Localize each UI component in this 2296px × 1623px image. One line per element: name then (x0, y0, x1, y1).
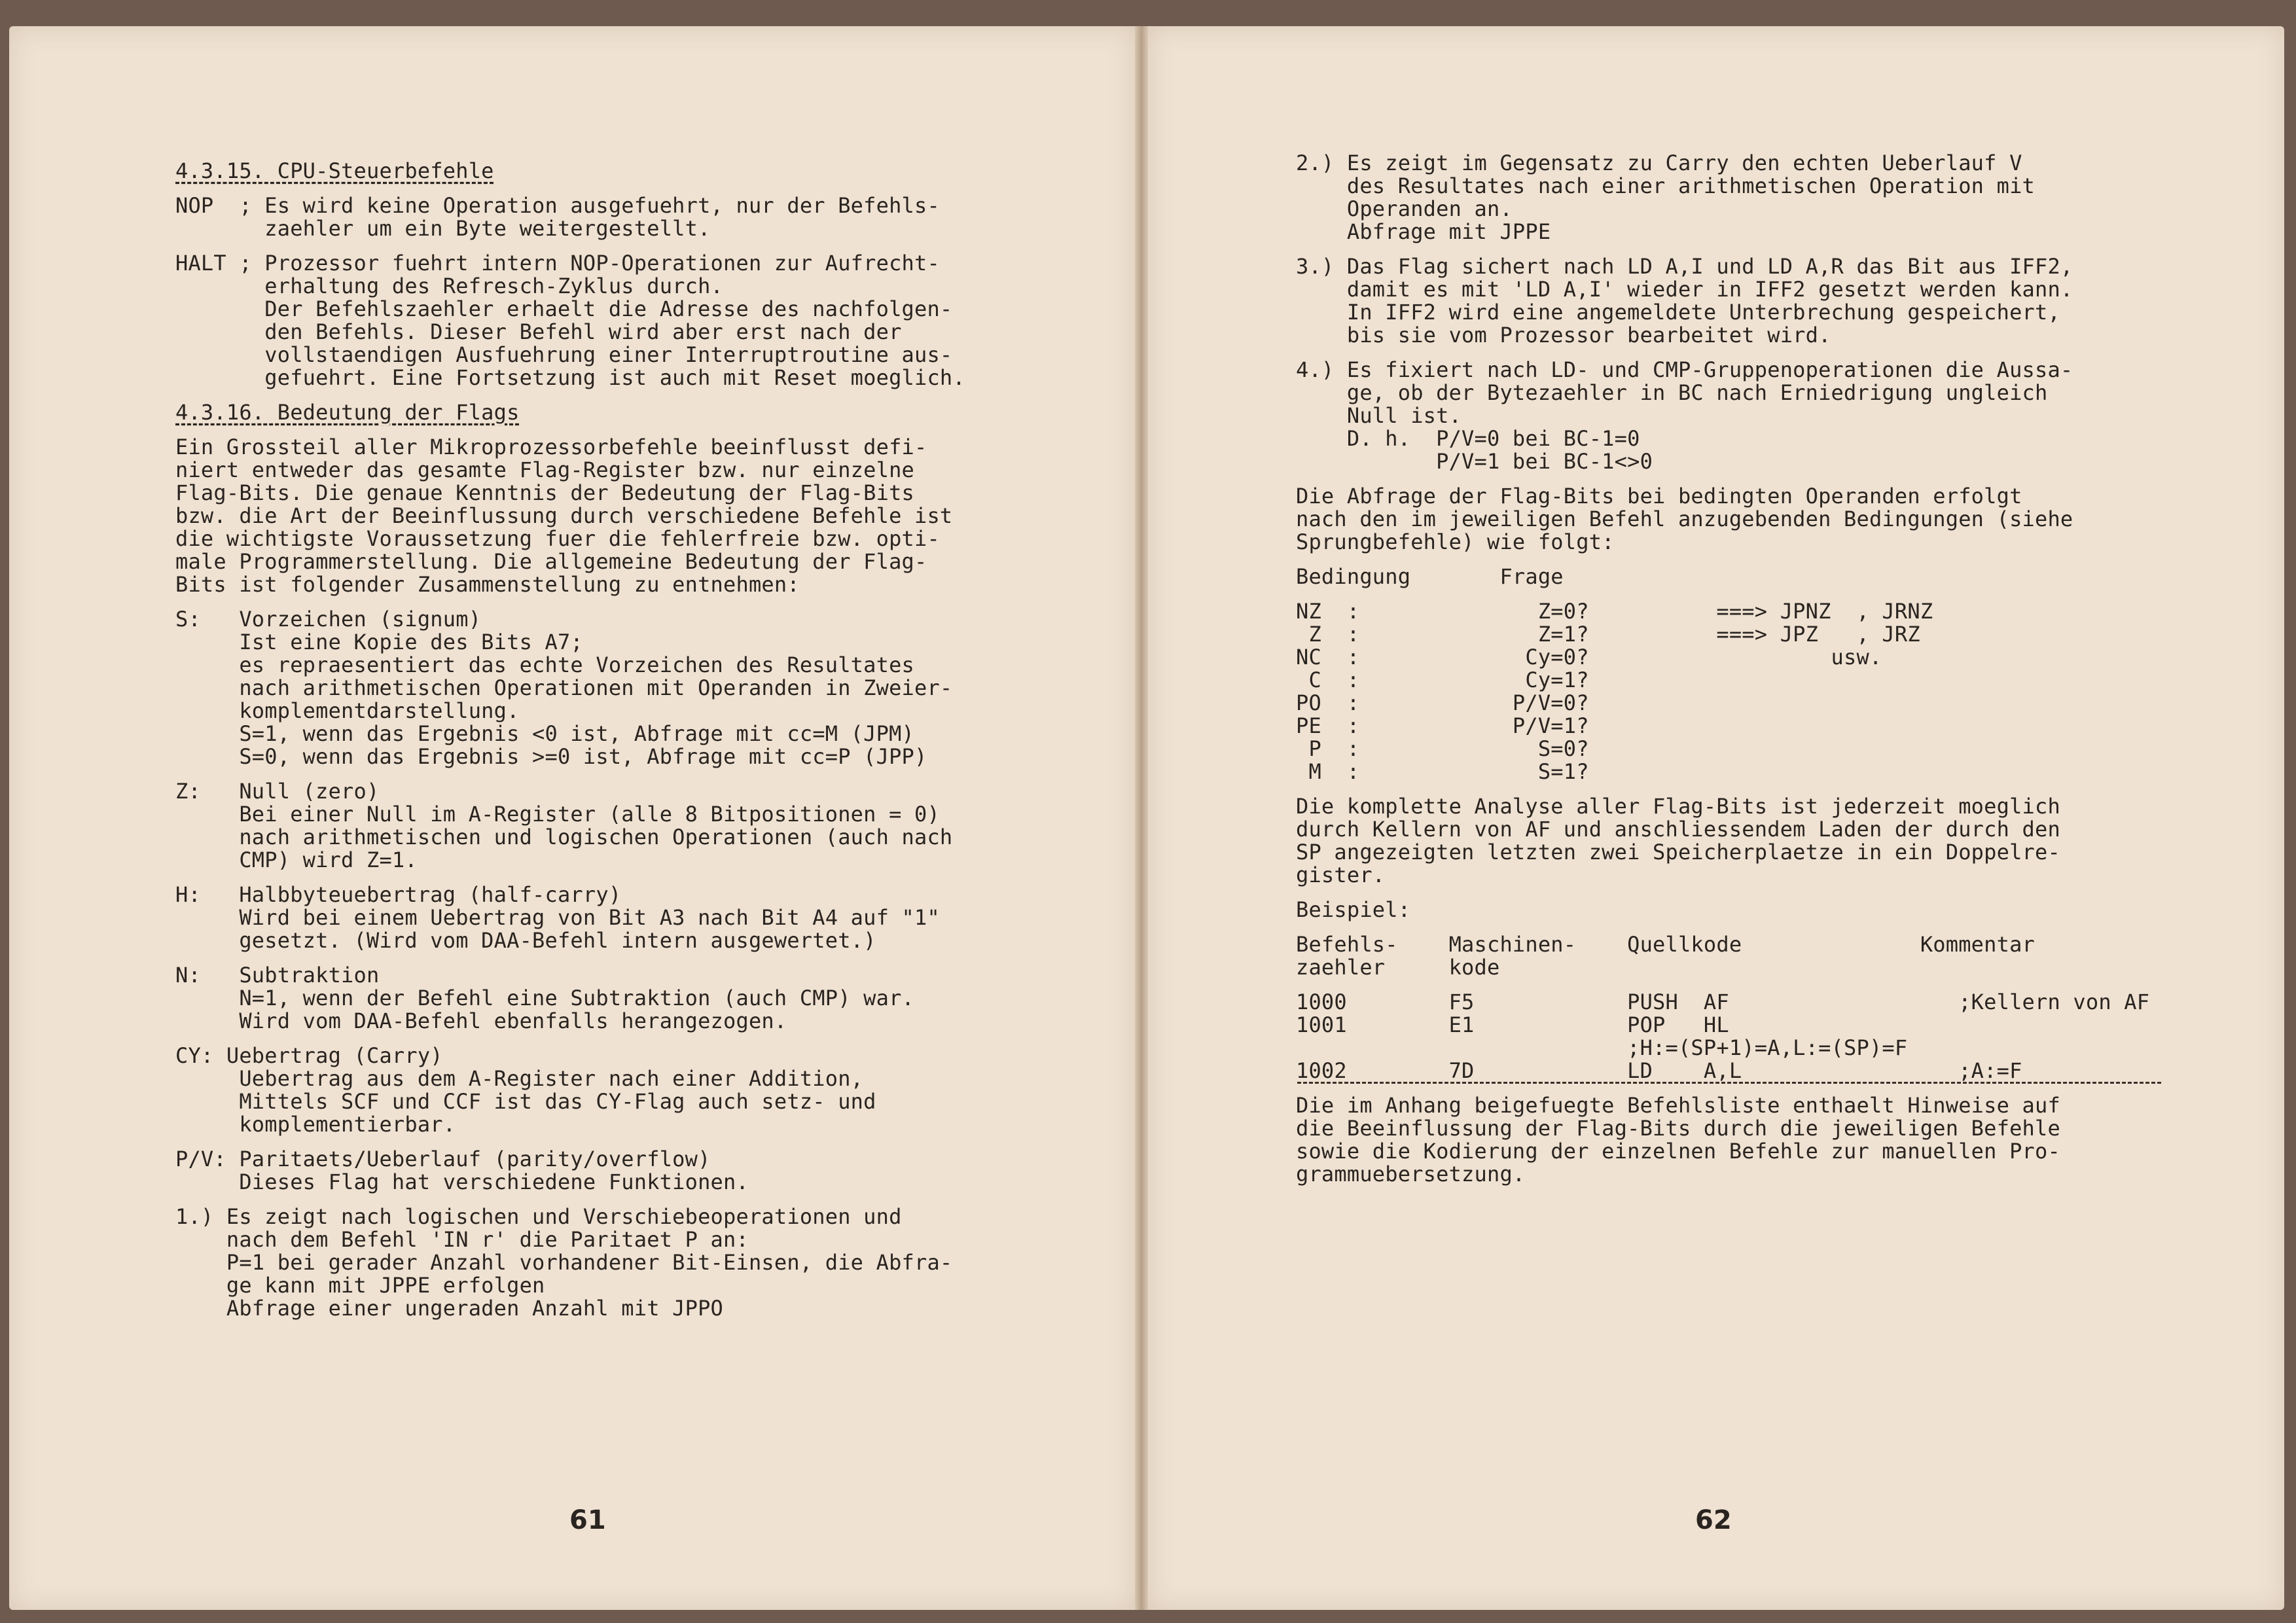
left-text-line: CY: Uebertrag (Carry) (175, 1043, 443, 1068)
left-text-line: die wichtigste Voraussetzung fuer die fehlerfreie bzw. opti- (175, 526, 940, 551)
right-text-line: 2.) Es zeigt im Gegensatz zu Carry den echten Ueberlauf V (1296, 151, 2022, 175)
right-text-line: Operanden an. (1296, 196, 1513, 221)
left-text-line: zaehler um ein Byte weitergestellt. (175, 216, 711, 241)
left-page-text (175, 160, 965, 1320)
right-text-line: 1000 F5 PUSH AF ;Kellern von AF (1296, 990, 2150, 1014)
left-text-line: Bits ist folgender Zusammenstellung zu entnehmen: (175, 572, 800, 597)
left-text-line: gesetzt. (Wird vom DAA-Befehl intern ausgewertet.) (175, 928, 876, 953)
right-text-line: sowie die Kodierung der einzelnen Befehle zur manuellen Pro- (1296, 1139, 2060, 1164)
page-number-right: 62 (1695, 1505, 1732, 1535)
left-text-line: H: Halbbyteuebertrag (half-carry) (175, 882, 622, 907)
left-text-line: S=0, wenn das Ergebnis >=0 ist, Abfrage mit cc=P (JPP) (175, 744, 927, 769)
left-text-line: Z: Null (zero) (175, 779, 380, 804)
left-text-line: Ist eine Kopie des Bits A7; (175, 630, 583, 654)
right-text-line: PE : P/V=1? (1296, 713, 1589, 738)
right-text-line: grammuebersetzung. (1296, 1162, 1526, 1186)
right-text-line: gister. (1296, 863, 1386, 887)
left-text-line: Uebertrag aus dem A-Register nach einer Addition, (175, 1066, 864, 1091)
right-text-line: Die Abfrage der Flag-Bits bei bedingten Operanden erfolgt (1296, 484, 2022, 508)
left-text-line: vollstaendigen Ausfuehrung einer Interruptroutine aus- (175, 342, 953, 367)
right-text-line: 3.) Das Flag sichert nach LD A,I und LD A,R das Bit aus IFF2, (1296, 254, 2073, 279)
right-text-line: 1002 7D LD A,L ;A:=F (1296, 1058, 2022, 1083)
right-text-line: SP angezeigten letzten zwei Speicherplaetze in ein Doppelre- (1296, 840, 2060, 865)
right-text-line: des Resultates nach einer arithmetischen Operation mit (1296, 173, 2036, 198)
right-page-text (1296, 152, 2149, 1186)
left-text-line: 4.3.16. Bedeutung der Flags (175, 400, 520, 425)
right-text-line: bis sie vom Prozessor bearbeitet wird. (1296, 323, 1831, 348)
right-text-line: D. h. P/V=0 bei BC-1=0 (1296, 426, 1640, 451)
left-text-line: Der Befehlszaehler erhaelt die Adresse des nachfolgen- (175, 296, 953, 321)
left-text-line: komplementierbar. (175, 1112, 456, 1137)
left-text-line: 1.) Es zeigt nach logischen und Verschiebeoperationen und (175, 1204, 902, 1229)
right-text-line: PO : P/V=0? (1296, 690, 1589, 715)
left-text-line: komplementdarstellung. (175, 698, 520, 723)
left-text-line: N=1, wenn der Befehl eine Subtraktion (auch CMP) war. (175, 986, 915, 1010)
right-text-line: durch Kellern von AF und anschliessendem Laden der durch den (1296, 817, 2060, 842)
right-text-line: 4.) Es fixiert nach LD- und CMP-Gruppenoperationen die Aussa- (1296, 357, 2073, 382)
table-header-rule (1297, 1082, 2161, 1084)
left-text-line: P=1 bei gerader Anzahl vorhandener Bit-Einsen, die Abfra- (175, 1250, 953, 1275)
right-text-line: zaehler kode (1296, 955, 1500, 980)
left-text-line: S: Vorzeichen (signum) (175, 607, 482, 632)
left-text-line: Ein Grossteil aller Mikroprozessorbefehle beeinflusst defi- (175, 435, 927, 459)
right-text-line: die Beeinflussung der Flag-Bits durch die jeweiligen Befehle (1296, 1116, 2060, 1141)
left-text-line: nach arithmetischen Operationen mit Operanden in Zweier- (175, 675, 953, 700)
right-text-line: Z : Z=1? ===> JPZ , JRZ (1296, 622, 1920, 647)
left-text-line: Flag-Bits. Die genaue Kenntnis der Bedeutung der Flag-Bits (175, 480, 915, 505)
left-text-line: Wird bei einem Uebertrag von Bit A3 nach Bit A4 auf "1" (175, 905, 940, 930)
right-text-line: M : S=1? (1296, 759, 1589, 784)
left-text-line: 4.3.15. CPU-Steuerbefehle (175, 158, 494, 183)
right-text-line: ;H:=(SP+1)=A,L:=(SP)=F (1296, 1035, 1908, 1060)
right-text-line: C : Cy=1? (1296, 668, 1589, 692)
right-text-line: Bedingung Frage (1296, 564, 1564, 589)
right-text-line: NC : Cy=0? usw. (1296, 645, 1882, 669)
right-text-line: P/V=1 bei BC-1<>0 (1296, 449, 1653, 474)
right-text-line: nach den im jeweiligen Befehl anzugebenden Bedingungen (siehe (1296, 507, 2073, 531)
left-text-line: HALT ; Prozessor fuehrt intern NOP-Operationen zur Aufrecht- (175, 251, 940, 276)
right-text-line: damit es mit 'LD A,I' wieder in IFF2 gesetzt werden kann. (1296, 277, 2073, 302)
left-text-line: es repraesentiert das echte Vorzeichen des Resultates (175, 652, 915, 677)
left-text-line: ge kann mit JPPE erfolgen (175, 1273, 545, 1298)
right-text-line: NZ : Z=0? ===> JPNZ , JRNZ (1296, 599, 1933, 624)
left-text-line: bzw. die Art der Beeinflussung durch verschiedene Befehle ist (175, 503, 953, 528)
left-text-line: Wird vom DAA-Befehl ebenfalls herangezogen. (175, 1008, 787, 1033)
right-text-line: ge, ob der Bytezaehler in BC nach Erniedrigung ungleich (1296, 380, 2048, 405)
left-text-line: Mittels SCF und CCF ist das CY-Flag auch setz- und (175, 1089, 876, 1114)
left-text-line: NOP ; Es wird keine Operation ausgefuehrt, nur der Befehls- (175, 193, 940, 218)
left-text-line: Abfrage einer ungeraden Anzahl mit JPPO (175, 1296, 724, 1321)
right-text-line: Die im Anhang beigefuegte Befehlsliste enthaelt Hinweise auf (1296, 1093, 2060, 1118)
left-text-line: CMP) wird Z=1. (175, 847, 418, 872)
left-text-line: gefuehrt. Eine Fortsetzung ist auch mit Reset moeglich. (175, 365, 965, 390)
right-text-line: Null ist. (1296, 403, 1462, 428)
left-text-line: nach dem Befehl 'IN r' die Paritaet P an: (175, 1227, 749, 1252)
right-text-line: Sprungbefehle) wie folgt: (1296, 529, 1615, 554)
book-gutter (1135, 26, 1148, 1610)
left-text-line: S=1, wenn das Ergebnis <0 ist, Abfrage mit cc=M (JPM) (175, 721, 915, 746)
right-text-line: Abfrage mit JPPE (1296, 219, 1551, 244)
left-text-line: N: Subtraktion (175, 963, 380, 988)
left-text-line: niert entweder das gesamte Flag-Register bzw. nur einzelne (175, 457, 915, 482)
right-text-line: Befehls- Maschinen- Quellkode Kommentar (1296, 932, 2036, 957)
left-text-line: erhaltung des Refresch-Zyklus durch. (175, 274, 724, 298)
right-text-line (1296, 887, 2149, 899)
right-text-line: P : S=0? (1296, 736, 1589, 761)
left-text-line: Bei einer Null im A-Register (alle 8 Bitpositionen = 0) (175, 802, 940, 827)
left-text-line: Dieses Flag hat verschiedene Funktionen. (175, 1169, 749, 1194)
page-number-left: 61 (569, 1505, 606, 1535)
right-text-line: Die komplette Analyse aller Flag-Bits ist jederzeit moeglich (1296, 794, 2060, 819)
left-text-line: P/V: Paritaets/Ueberlauf (parity/overflow) (175, 1147, 711, 1171)
left-text-line: male Programmerstellung. Die allgemeine Bedeutung der Flag- (175, 549, 927, 574)
left-text-line: den Befehls. Dieser Befehl wird aber erst nach der (175, 319, 902, 344)
right-text-line: Beispiel: (1296, 897, 1411, 922)
right-text-line: In IFF2 wird eine angemeldete Unterbrechung gespeichert, (1296, 300, 2060, 325)
right-text-line: 1001 E1 POP HL (1296, 1012, 1729, 1037)
left-text-line: nach arithmetischen und logischen Operationen (auch nach (175, 825, 953, 849)
